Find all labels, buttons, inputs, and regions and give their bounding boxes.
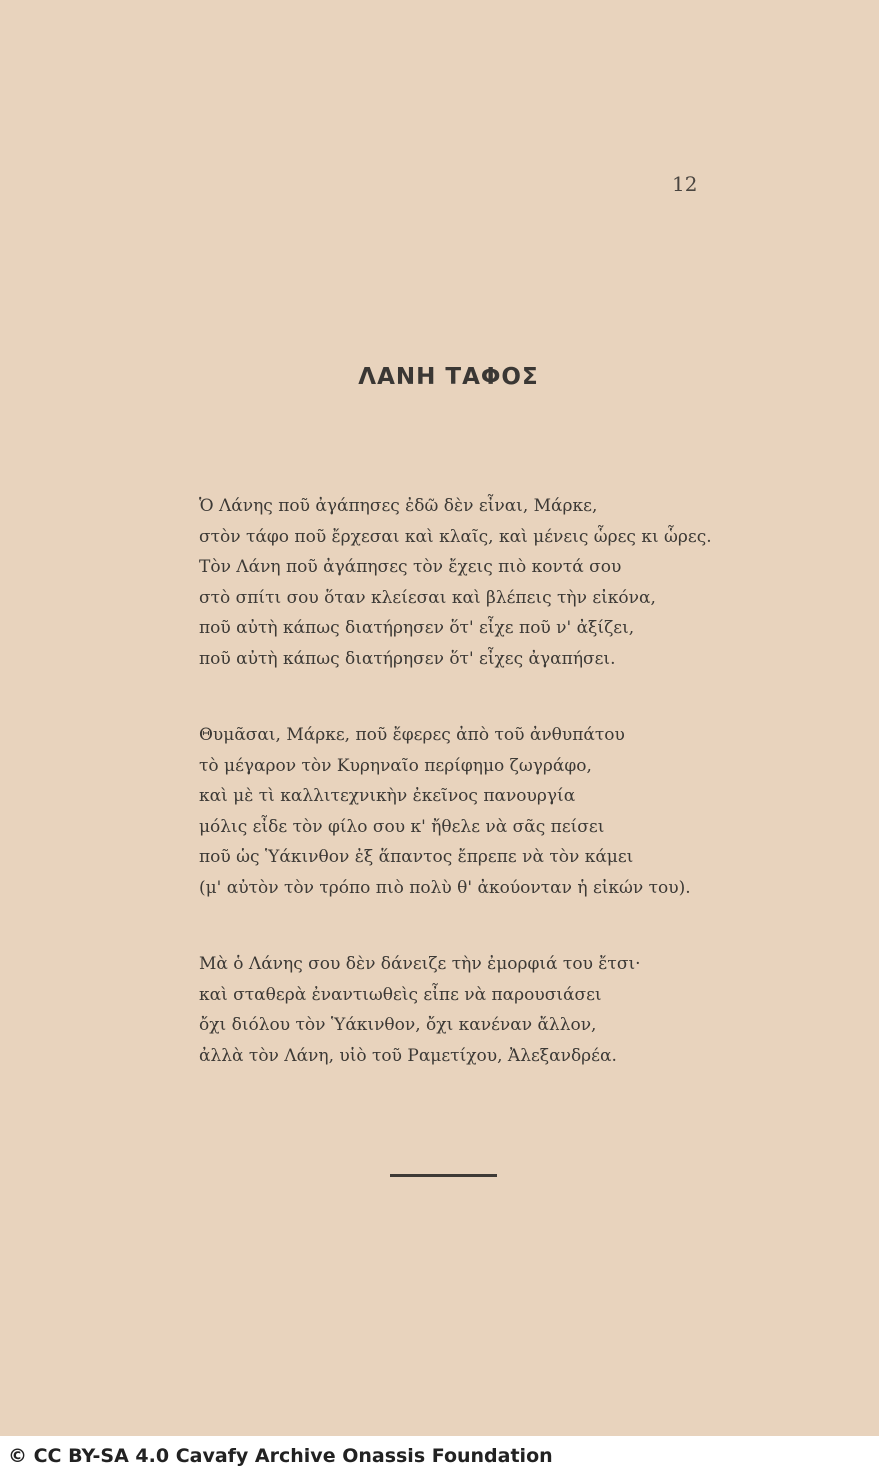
poem-line: Θυμᾶσαι, Μάρκε, ποῦ ἔφερες ἀπὸ τοῦ ἀνθυπάτου <box>199 725 625 745</box>
poem-line: ποῦ αὐτὴ κάπως διατήρησεν ὅτ' εἶχες ἀγαπήσει. <box>199 648 616 669</box>
poem-line: στὸ σπίτι σου ὅταν κλείεσαι καὶ βλέπεις τὴν εἰκόνα, <box>199 587 656 608</box>
poem-line: Ὁ Λάνης ποῦ ἀγάπησες ἐδῶ δὲν εἶναι, Μάρκε, <box>199 496 598 516</box>
stanza-1 <box>199 491 712 675</box>
poem-line: καὶ μὲ τὶ καλλιτεχνικὴν ἐκεῖνος πανουργία <box>199 786 576 807</box>
poem-line: ἀλλὰ τὸν Λάνη, υἱὸ τοῦ Ραμετίχου, Ἀλεξανδρέα. <box>199 1045 617 1066</box>
poem-line: ποῦ αὐτὴ κάπως διατήρησεν ὅτ' εἶχε ποῦ ν' ἀξίζει, <box>199 618 635 639</box>
poem-line: Τὸν Λάνη ποῦ ἀγάπησες τὸν ἔχεις πιὸ κοντά σου <box>199 557 622 578</box>
stanza-2 <box>199 720 691 904</box>
poem-line: (μ' αὐτὸν τὸν τρόπο πιὸ πολὺ θ' ἀκούονταν ἡ εἰκών του). <box>199 877 691 898</box>
copyright-notice: © CC BY-SA 4.0 Cavafy Archive Onassis Foundation <box>8 1445 553 1467</box>
page-number: 12 <box>672 172 698 196</box>
stanza-3 <box>199 949 641 1071</box>
poem-line: μόλις εἶδε τὸν φίλο σου κ' ἤθελε νὰ σᾶς πείσει <box>199 816 605 837</box>
poem-line: Μὰ ὁ Λάνης σου δὲν δάνειζε τὴν ἐμορφιά του ἔτσι· <box>199 954 641 974</box>
footer-bar <box>0 1436 879 1479</box>
poem-line: ὄχι διόλου τὸν Ὑάκινθον, ὄχι κανέναν ἄλλον, <box>199 1015 597 1036</box>
poem-line: καὶ σταθερὰ ἐναντιωθεὶς εἶπε νὰ παρουσιάσει <box>199 984 602 1005</box>
poem-title: ΛΑΝΗ ΤΑΦΟΣ <box>358 364 539 390</box>
poem-line: τὸ μέγαρον τὸν Κυρηναῖο περίφημο ζωγράφο, <box>199 755 592 776</box>
poem-line: στὸν τάφο ποῦ ἔρχεσαι καὶ κλαῖς, καὶ μένεις ὧρες κι ὧρες. <box>199 526 712 547</box>
end-rule <box>390 1174 497 1177</box>
poem-line: ποῦ ὡς Ὑάκινθον ἐξ ἅπαντος ἔπρεπε νὰ τὸν κάμει <box>199 847 634 868</box>
